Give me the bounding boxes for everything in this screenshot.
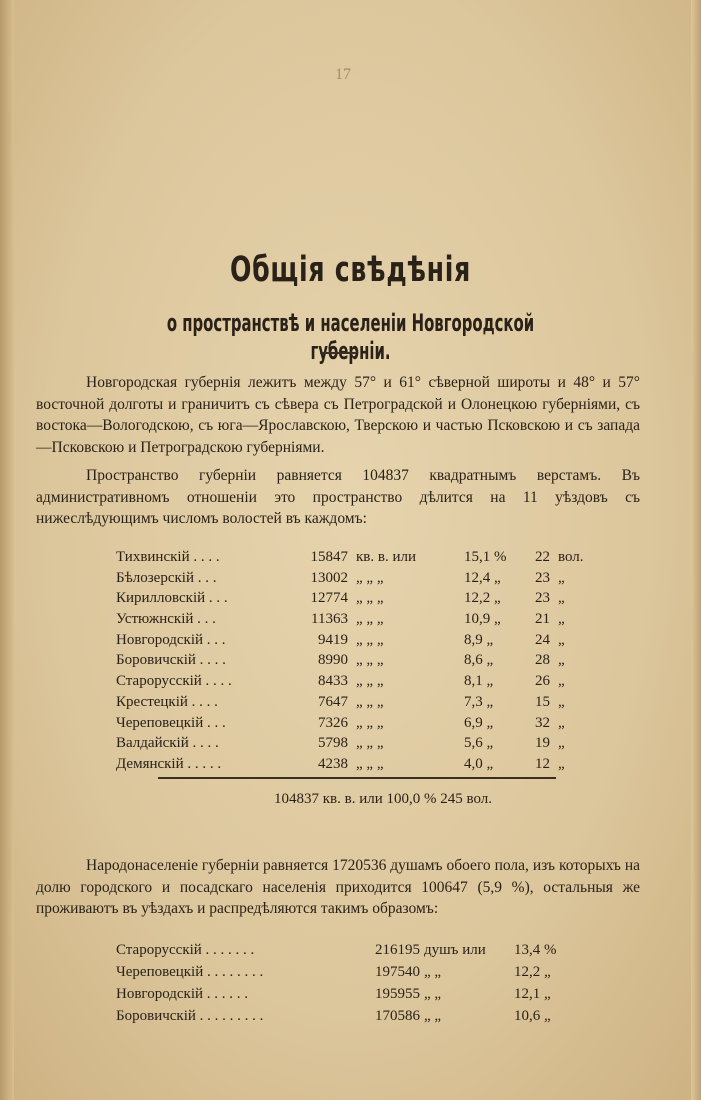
area-total: 104837 кв. в. или 100,0 % 245 вол. <box>274 791 493 807</box>
table-row: Боровичскій . . . . . . . . . 170586 „ „ 10,6 „ <box>116 1008 551 1024</box>
table-row: Новгородскій . . . 9419 „ „ „ 8,9 „ 24 „ <box>116 631 565 648</box>
page-title: Общія свѣдѣнія <box>229 250 472 290</box>
paragraph-population: Народонаселеніе губерніи равняется 1720536 душамъ обоего пола, изъ которыхъ на долю городского и посадскаго населенія приходится 100647 (5,9 %), остальныя же проживаютъ въ уѣздахъ и распредѣляются такимъ образомъ: <box>36 857 640 917</box>
table-row: Череповецкій . . . . . . . . 197540 „ „ 12,2 „ <box>116 964 551 980</box>
area-table <box>116 549 584 777</box>
table-row: Крестецкій . . . . 7647 „ „ „ 7,3 „ 15 „ <box>116 693 565 710</box>
paragraph-area: Пространство губерніи равняется 104837 квадратнымъ верстамъ. Въ административномъ отношеніи это пространство дѣлится на 11 уѣздовъ съ нижеслѣдующимъ числомъ волостей въ каждомъ: <box>36 467 640 527</box>
table-sum-rule <box>158 777 556 779</box>
page-subtitle: о пространствѣ и населеніи Новгородской губерніи. <box>166 309 535 365</box>
population-table <box>116 942 566 1030</box>
table-row: Старорусскій . . . . . . . 216195 душъ или 13,4 % <box>116 942 557 958</box>
table-row: Устюжнскій . . . 11363 „ „ „ 10,9 „ 21 „ <box>116 611 565 628</box>
table-row: Старорусскій . . . . 8433 „ „ „ 8,1 „ 26 „ <box>116 673 565 690</box>
table-row: Новгородскій . . . . . . 195955 „ „ 12,1 „ <box>116 986 551 1002</box>
paragraph-geography: Новгородская губернія лежитъ между 57° и 61° сѣверной широты и 48° и 57° восточной долготы и граничитъ съ сѣвера съ Петроградской и Олонецкою губерніями, съ востока—Вологодскою, съ юга—Ярославскою, Тверскою и частью Псковскою и съ запада—Псковскою и Петроградскою губерніями. <box>36 374 640 456</box>
table-row: Кирилловскій . . . 12774 „ „ „ 12,2 „ 23 „ <box>116 590 565 607</box>
page-edge-left <box>0 0 14 1100</box>
page-edge-right <box>691 0 701 1100</box>
title-divider <box>320 352 356 354</box>
page-number: 17 <box>335 66 351 83</box>
table-row: Боровичскій . . . . 8990 „ „ „ 8,6 „ 28 „ <box>116 652 565 669</box>
table-row: Бѣлозерскій . . . 13002 „ „ „ 12,4 „ 23 „ <box>116 569 565 586</box>
table-row: Демянскій . . . . . 4238 „ „ „ 4,0 „ 12 „ <box>116 755 565 772</box>
table-row: Череповецкій . . . 7326 „ „ „ 6,9 „ 32 „ <box>116 714 565 731</box>
table-row: Валдайскій . . . . 5798 „ „ „ 5,6 „ 19 „ <box>116 735 565 752</box>
table-row: Тихвинскій . . . . 15847 кв. в. или 15,1 % 22 вол. <box>116 549 584 565</box>
